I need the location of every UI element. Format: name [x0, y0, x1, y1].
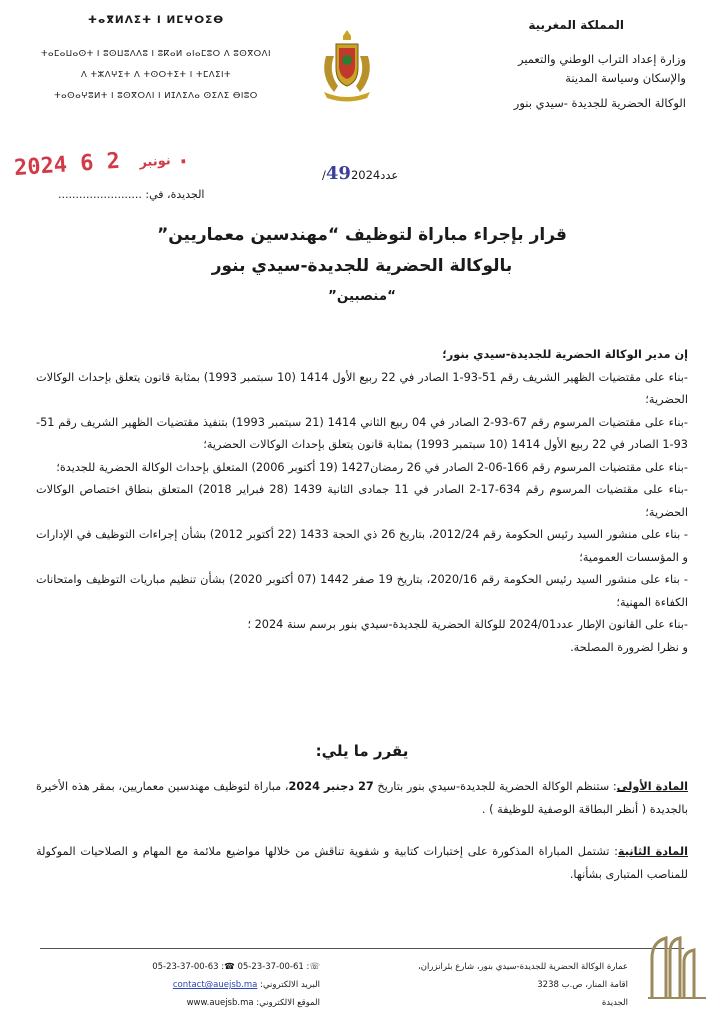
- article-2-text: : تشتمل المباراة المذكورة على إختبارات كتابية و شفوية تناقش من خلالها مواضيع ملائمة مع المهام و الصلاحيات الموكولة للمناصب المتبارى بشأنها.: [36, 845, 688, 881]
- email-row: [120, 976, 320, 994]
- decision-title-line2: بالوكالة الحضرية للجديدة-سيدي بنور: [211, 256, 513, 276]
- ministry-line1: وزارة إعداد التراب الوطني والتعمير: [517, 52, 686, 66]
- article-2-label: المادة الثانية: [617, 845, 688, 858]
- preamble-intro: إن مدير الوكالة الحضرية للجديدة-سيدي بنور؛: [442, 348, 688, 361]
- reference-label: عدد: [380, 168, 399, 182]
- article-1-date: 27 دجنبر 2024: [288, 780, 374, 793]
- address-line1: عمارة الوكالة الحضرية للجديدة-سيدي بنور، شارع بئرانزران،: [418, 962, 628, 972]
- ministry-line2: والإسكان وسياسة المدينة: [565, 71, 686, 85]
- royal-emblem-icon: [316, 26, 378, 106]
- agency-logo-icon: [646, 932, 708, 1002]
- decision-title-line3: “منصبين”: [327, 288, 397, 304]
- reference-number: [322, 163, 398, 184]
- decision-title: قرار بإجراء مباراة لتوظيف “مهندسين معماريين”: [157, 225, 567, 245]
- preamble-item: - بناء على منشور السيد رئيس الحكومة رقم 2012/24، بتاريخ 26 ذي الحجة 1433 (22 أكتوبر 2012) بشأن إجراءات التوظيف في الإدارات و المؤسسات العمومية؛: [36, 528, 688, 564]
- phone-numbers: ☏: 05-23-37-00-61 ☎: 05-23-37-00-63: [152, 962, 320, 972]
- website-label: الموقع الالكتروني:: [256, 998, 320, 1008]
- address-line2: اقامة المنار، ص.ب 3238: [537, 980, 628, 990]
- footer-contact: [120, 958, 320, 1012]
- ministry-tifinagh-line1: ⵜⴰⵎⴰⵡⴰⵙⵜ ⵏ ⵓⵙⵡⵓⴷⴷⵓ ⵏ ⵓⴽⴰⵍ ⴰⵏⴰⵎⵓⵔ ⴷ ⵓⵙⴳⵔⴷⵏ: [40, 49, 272, 59]
- preamble-item: -بناء على مقتضيات المرسوم رقم 634-17-2 الصادر في 11 جمادى الثانية 1439 (28 فبراير 2018) المتعلق بنطاق اختصاص الوكالات الحضرية؛: [36, 483, 688, 519]
- reference-handwritten-number: 49: [325, 163, 351, 184]
- website-row: [120, 994, 320, 1012]
- article-2: [36, 841, 688, 886]
- website-link[interactable]: www.auejsb.ma: [186, 998, 254, 1008]
- header-arabic: [386, 14, 686, 110]
- preamble-item: -بناء على مقتضيات المرسوم رقم 166-06-2 الصادر في 26 رمضان1427 (19 أكتوبر 2006) المتعلق بإحداث الوكالة الحضرية للجديدة؛: [56, 460, 688, 474]
- article-1-label: المادة الأولى: [616, 780, 689, 793]
- ministry-tifinagh-line2: ⴷ ⵜⵣⴷⵖⵉⵜ ⴷ ⵜⵙⵔⵜⵉⵜ ⵏ ⵜⵎⴷⵉⵏⵜ: [80, 70, 232, 80]
- preamble-item: - بناء على منشور السيد رئيس الحكومة رقم 2020/16، بتاريخ 19 صفر 1442 (07 أكتوبر 2020) بشأن تنظيم مباريات التوظيف وامتحانات الكفاءة المهنية؛: [36, 573, 688, 609]
- article-1-text: : ستنظم الوكالة الحضرية للجديدة-سيدي بنور بتاريخ: [373, 780, 617, 793]
- footer-divider: [40, 948, 684, 949]
- address-line3: الجديدة: [601, 998, 628, 1008]
- preamble: [36, 344, 688, 659]
- reference-year: 2024/: [322, 168, 381, 182]
- kingdom-tifinagh: ⵜⴰⴳⵍⴷⵉⵜ ⵏ ⵍⵎⵖⵔⵉⴱ: [87, 14, 225, 26]
- article-1: [36, 776, 688, 821]
- date-stamp: [13, 144, 190, 181]
- preamble-item: -بناء على القانون الإطار عدد2024/01 للوكالة الحضرية للجديدة-سيدي بنور برسم سنة 2024 ؛: [247, 618, 688, 631]
- stamp-month: نونبر: [138, 153, 172, 171]
- preamble-item: -بناء على مقتضيات الظهير الشريف رقم 51-93-1 الصادر في 22 ربيع الأول 1414 (10 سبتمبر 1993) بمثابة قانون يتعلق بإحداث الوكالات الحضرية؛: [36, 370, 688, 406]
- footer-address: [388, 958, 628, 1012]
- email-label: البريد الالكتروني:: [260, 980, 320, 990]
- email-link[interactable]: contact@auejsb.ma: [172, 980, 258, 990]
- preamble-item: و نظرا لضرورة المصلحة.: [570, 640, 688, 654]
- stamp-day: 2 6.: [79, 143, 191, 177]
- preamble-item: -بناء على مقتضيات المرسوم رقم 67-93-2 الصادر في 04 ربيع الثاني 1414 (21 سبتمبر 1993) بتنفيذ مقتضيات الظهير الشريف رقم 51-93-1 الصادر في 22 ربيع الأول 1414 (10 سبتمبر 1993) بمثابة قانون يتعلق بإحداث الوكالات الحضرية؛: [36, 415, 688, 451]
- article-1-text-end: ، مباراة لتوظيف مهندسين معماريين، بمقر هذه الأخيرة بالجديدة ( أنظر البطاقة الوصفية للوظيفة ) .: [36, 780, 688, 816]
- kingdom-title: المملكة المغربية: [528, 18, 624, 32]
- header-tifinagh: [36, 14, 276, 107]
- stamp-year: 2024: [13, 152, 68, 182]
- agency-name: الوكالة الحضرية للجديدة -سيدي بنور: [513, 96, 686, 110]
- decides-heading: يقرر ما يلي:: [315, 742, 409, 760]
- agency-tifinagh: ⵜⴰⵙⴰⵖⵓⵍⵜ ⵏ ⵓⵙⴳⵔⴷⵏ ⵏ ⵍⵊⴷⵉⴷⴰ ⵙⵉⴷⵉ ⴱⵏⵓⵔ: [54, 91, 258, 101]
- articles: [36, 776, 688, 906]
- place-date: الجديدة، في: ........................: [58, 188, 205, 201]
